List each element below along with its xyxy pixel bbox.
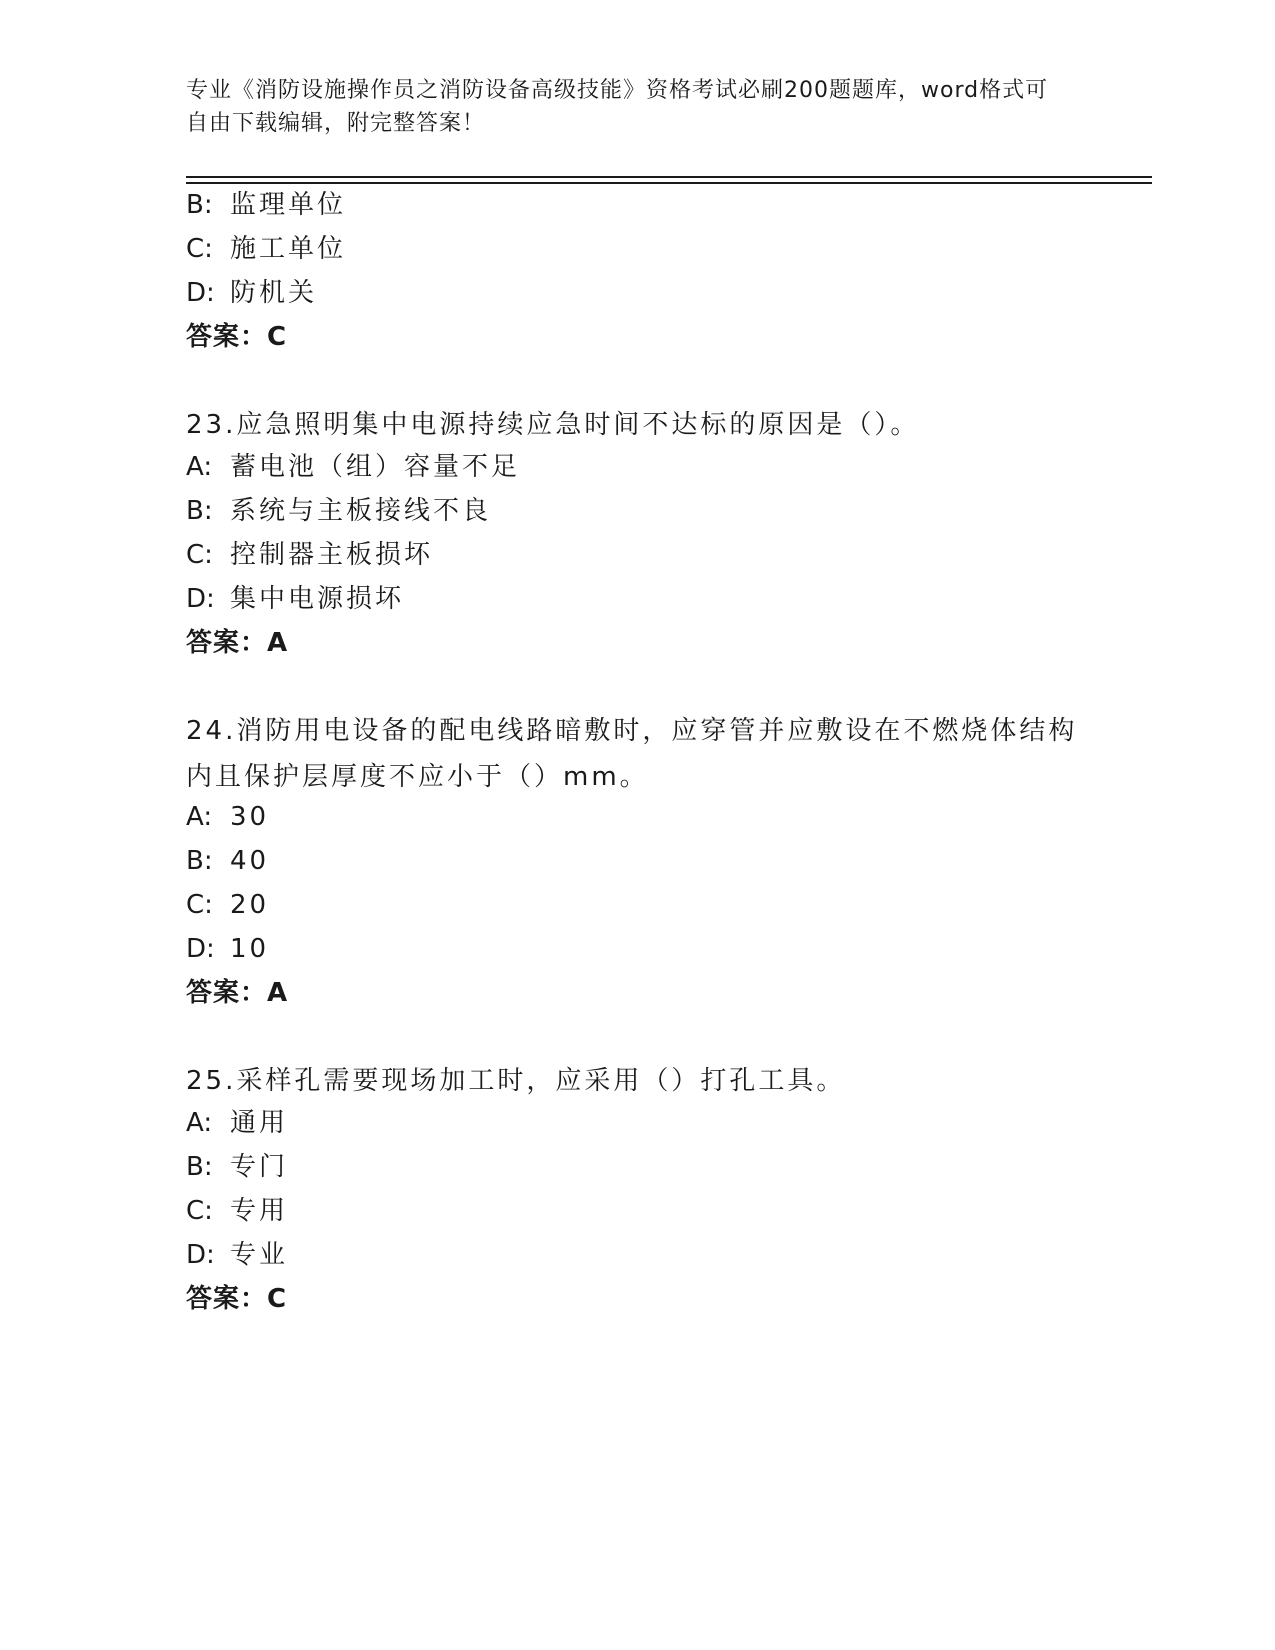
option-key: B: xyxy=(186,496,213,526)
answer-line: 答案：A xyxy=(186,628,289,658)
option-text: 专业 xyxy=(230,1240,289,1270)
option-b xyxy=(186,1150,288,1184)
option-text: 10 xyxy=(230,934,270,964)
option-text: 控制器主板损坏 xyxy=(230,540,434,570)
option-text: 30 xyxy=(230,802,270,832)
option-text: 蓄电池（组）容量不足 xyxy=(230,452,521,482)
answer-line: 答案：C xyxy=(186,322,288,352)
option-text: 集中电源损坏 xyxy=(230,584,405,614)
answer-line: 答案：A xyxy=(186,978,289,1008)
option-a xyxy=(186,800,269,834)
option-c xyxy=(186,232,346,266)
option-key: A: xyxy=(186,1108,213,1138)
option-key: C: xyxy=(186,890,213,920)
option-a xyxy=(186,450,520,484)
option-key: C: xyxy=(186,1196,213,1226)
option-key: D: xyxy=(186,278,215,308)
option-text: 监理单位 xyxy=(230,190,347,220)
option-c xyxy=(186,888,269,922)
header-divider-bottom xyxy=(186,182,1152,184)
option-text: 通用 xyxy=(230,1108,289,1138)
option-key: C: xyxy=(186,234,213,264)
answer-line: 答案：C xyxy=(186,1284,288,1314)
option-b xyxy=(186,844,269,878)
option-b xyxy=(186,494,491,528)
option-text: 专用 xyxy=(230,1196,289,1226)
option-key: C: xyxy=(186,540,213,570)
option-text: 施工单位 xyxy=(230,234,347,264)
option-key: D: xyxy=(186,934,215,964)
option-text: 20 xyxy=(230,890,270,920)
option-text: 防机关 xyxy=(230,278,318,308)
option-key: D: xyxy=(186,584,215,614)
option-d xyxy=(186,582,404,616)
question-stem-23: 23.应急照明集中电源持续应急时间不达标的原因是（）。 xyxy=(186,410,920,440)
option-c xyxy=(186,538,433,572)
document-header: 专业《消防设施操作员之消防设备高级技能》资格考试必刷200题题库，word格式可自由下载编辑，附完整答案！ xyxy=(186,78,1049,136)
option-d xyxy=(186,276,317,310)
option-d xyxy=(186,1238,288,1272)
option-text: 专门 xyxy=(230,1152,289,1182)
question-stem-24: 24.消防用电设备的配电线路暗敷时，应穿管并应敷设在不燃烧体结构内且保护层厚度不应小于（）mm。 xyxy=(186,716,1078,792)
option-key: B: xyxy=(186,1152,213,1182)
option-a xyxy=(186,1106,288,1140)
option-d xyxy=(186,932,269,966)
option-key: B: xyxy=(186,190,213,220)
option-key: A: xyxy=(186,452,213,482)
option-c xyxy=(186,1194,288,1228)
option-text: 系统与主板接线不良 xyxy=(230,496,492,526)
option-key: D: xyxy=(186,1240,215,1270)
header-divider-top xyxy=(186,176,1152,178)
option-key: B: xyxy=(186,846,213,876)
option-text: 40 xyxy=(230,846,270,876)
question-stem-25: 25.采样孔需要现场加工时，应采用（）打孔工具。 xyxy=(186,1066,846,1096)
option-key: A: xyxy=(186,802,213,832)
option-b xyxy=(186,188,346,222)
